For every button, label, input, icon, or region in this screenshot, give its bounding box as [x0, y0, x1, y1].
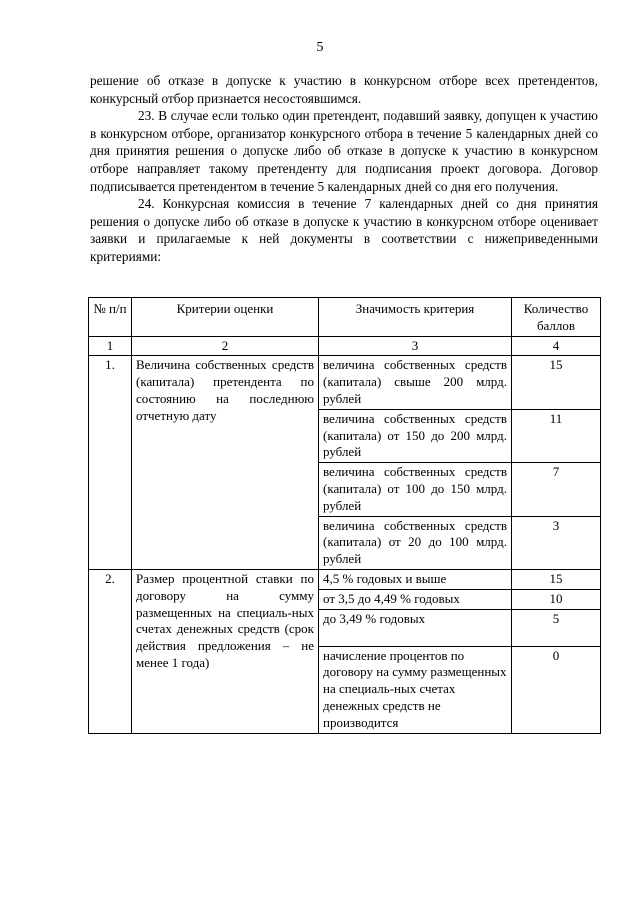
table-row [89, 569, 601, 589]
points-cell: 11 [512, 409, 601, 462]
significance-cell: величина собственных средств (капитала) от 150 до 200 млрд. рублей [319, 409, 512, 462]
significance-cell: величина собственных средств (капитала) от 100 до 150 млрд. рублей [319, 463, 512, 516]
column-number: 2 [132, 336, 319, 356]
points-cell: 0 [512, 646, 601, 733]
header-criterion: Критерии оценки [132, 298, 319, 337]
significance-cell: величина собственных средств (капитала) от 20 до 100 млрд. рублей [319, 516, 512, 569]
points-cell: 15 [512, 356, 601, 409]
column-number: 1 [89, 336, 132, 356]
table-row [89, 356, 601, 409]
points-cell: 10 [512, 589, 601, 609]
points-cell: 7 [512, 463, 601, 516]
page-number: 5 [316, 40, 324, 55]
criterion-number: 1. [89, 356, 132, 570]
header-points: Количество баллов [512, 298, 601, 337]
points-cell: 5 [512, 609, 601, 646]
table-header-row [89, 298, 601, 337]
paragraph-24: 24. Конкурсная комиссия в течение 7 календарных дней со дня принятия решения о допуске либо об отказе в допуске к участию в конкурсном отборе оценивает заявки и прилагаемые к ней документы в соответствии с нижеприведенными критериями: [90, 196, 598, 264]
criterion-number: 2. [89, 569, 132, 733]
paragraph-22-end: решение об отказе в допуске к участию в конкурсном отборе всех претендентов, конкурсный отбор признается несостоявшимся. [90, 73, 598, 106]
points-cell: 15 [512, 569, 601, 589]
criterion-text: Величина собственных средств (капитала) претендента по состоянию на последнюю отчетную дату [132, 356, 319, 570]
paragraph-23: 23. В случае если только один претендент, подавший заявку, допущен к участию в конкурсном отборе, организатор конкурсного отбора в течение 5 календарных дней со дня принятия решения о допуске либо об отказе в допуске к участию в конкурсном отборе направляет такому претенденту для подписания проект договора. Договор подписывается претендентом в течение 5 календарных дней со дня его получения. [90, 108, 598, 194]
header-significance: Значимость критерия [319, 298, 512, 337]
significance-cell: величина собственных средств (капитала) свыше 200 млрд. рублей [319, 356, 512, 409]
column-number: 4 [512, 336, 601, 356]
significance-cell: до 3,49 % годовых [319, 609, 512, 646]
header-number: № п/п [89, 298, 132, 337]
column-number: 3 [319, 336, 512, 356]
body-text [90, 72, 598, 266]
points-cell: 3 [512, 516, 601, 569]
significance-cell: начисление процентов по договору на сумму размещенных на специаль-ных счетах денежных средств не производится [319, 646, 512, 733]
criterion-text: Размер процентной ставки по договору на сумму размещенных на специаль-ных счетах денежных средств (срок действия предложения – не менее 1 года) [132, 569, 319, 733]
significance-cell: от 3,5 до 4,49 % годовых [319, 589, 512, 609]
criteria-table [88, 297, 601, 734]
significance-cell: 4,5 % годовых и выше [319, 569, 512, 589]
column-number-row [89, 336, 601, 356]
